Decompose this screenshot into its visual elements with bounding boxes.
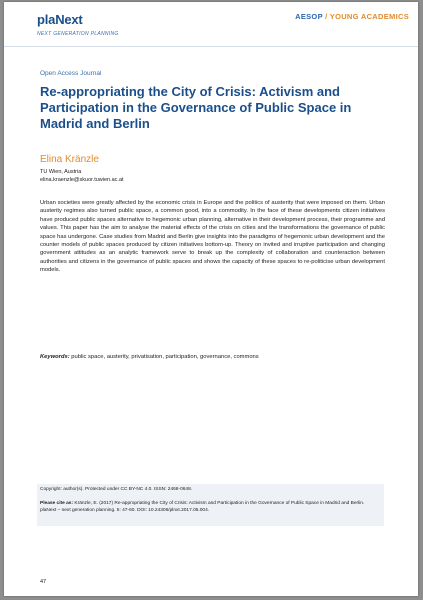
journal-affiliation	[295, 12, 409, 21]
keywords-list: public space, austerity, privatisation, participation, governance, commons	[69, 354, 259, 360]
abstract-text: Urban societies were greatly affected by the economic crisis in Europe and the politics of austerity that were imposed on them. Urban austerity regimes also turned public space, a common good, into a commodity. In the face of these developments citizen initiatives have produced public spaces alternative to hegemonic urban planning, alternative in their development process, their programme and values. This paper has the aim to analyse the material effects of the crisis on cities and the transformations the governance of public space has undergone. Case studies from Madrid and Berlin give insights into the paradigms of hegemonic urban development and the counter models of public spaces produced by citizen initiatives bottom-up. Theory on invited and irruptive participation and changing government attitudes as an analytic framework serve to break up the complexity of collaboration and counteraction between authorities and citizens in the governance of public spaces and shows the capacity of these spaces to re-politicise urban development models.	[40, 200, 385, 274]
copyright-notice: Copyright: author(s). Protected under CC BY-NC 4.0. ISSN: 2468-0648.	[40, 487, 193, 492]
logo-text-right: Next	[55, 12, 83, 27]
keywords	[40, 354, 385, 360]
article-title: Re-appropriating the City of Crisis: Activism and Participation in the Governance of Public Space in Madrid and Berlin	[40, 84, 352, 131]
affiliation-text: TU Wien, Austria	[40, 169, 82, 175]
keywords-label: Keywords:	[40, 354, 70, 360]
author-email: elina.kraenzle@skuor.tuwien.ac.at	[40, 177, 124, 183]
journal-tagline: NEXT GENERATION PLANNING	[37, 31, 119, 37]
young-academics-label: YOUNG ACADEMICS	[329, 12, 409, 21]
citation	[40, 500, 380, 514]
author-affiliation	[40, 168, 124, 184]
open-access-label: Open Access Journal	[40, 70, 102, 77]
aesop-label: AESOP	[295, 12, 323, 21]
document-page	[4, 2, 418, 596]
header-divider	[4, 46, 418, 47]
logo-text-left: pla	[37, 12, 56, 27]
journal-logo	[37, 12, 83, 27]
cite-text: Kränzle, E. (2017) Re-appropriating the City of Crisis: Activism and Participation in the Governance of Public Space in Madrid and Berlin. plaNext – next generation planning. 5: 47-60. DOI: 10.24306/plnxt.2017.05.004.	[40, 501, 365, 513]
cite-label: Please cite as:	[40, 501, 74, 506]
journal-header	[4, 2, 418, 46]
separator: /	[322, 12, 330, 21]
author-name: Elina Kränzle	[40, 154, 99, 165]
page-number: 47	[40, 579, 47, 585]
citation-box	[37, 484, 384, 526]
